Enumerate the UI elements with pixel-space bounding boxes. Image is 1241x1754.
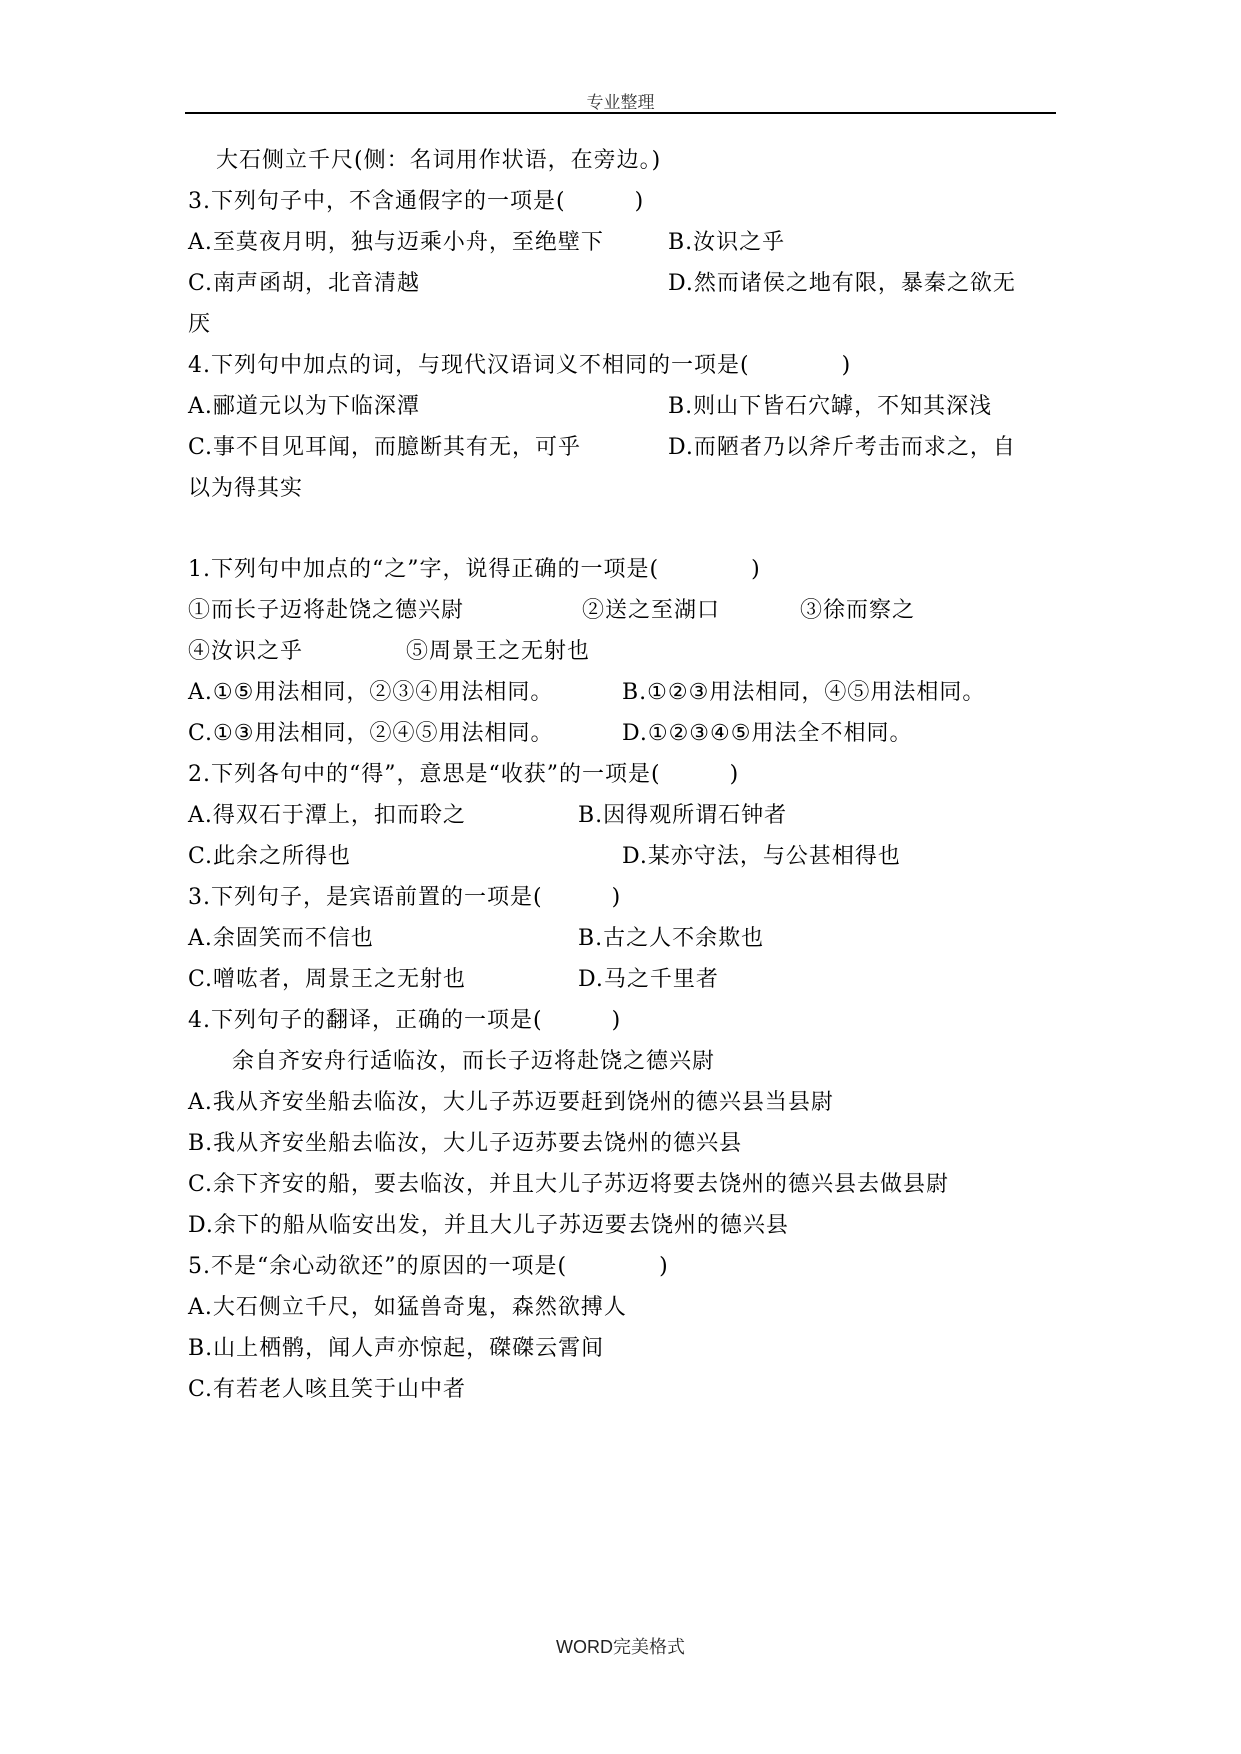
option-line: A.大石侧立千尺，如猛兽奇鬼，森然欲搏人 [188, 1295, 627, 1320]
text-line: 余自齐安舟行适临汝，而长子迈将赴饶之德兴尉 [232, 1049, 716, 1074]
option-line: C.①③用法相同，②④⑤用法相同。 [188, 721, 554, 746]
option-line: B.我从齐安坐船去临汝，大儿子迈苏要去饶州的德兴县 [188, 1131, 743, 1156]
option-line: ②送之至湖口 [582, 598, 721, 623]
option-line: B.古之人不余欺也 [578, 926, 765, 951]
text-line: 大石侧立千尺(侧：名词用作状语，在旁边。) [216, 148, 662, 173]
option-line: B.汝识之乎 [668, 230, 786, 255]
option-line: D.然而诸侯之地有限，暴秦之欲无 [668, 271, 1016, 296]
question-line: 3.下列句子，是宾语前置的一项是( ) [188, 885, 622, 910]
option-line: A.余固笑而不信也 [188, 926, 374, 951]
option-line: D.马之千里者 [578, 967, 719, 992]
option-line: B.因得观所谓石钟者 [578, 803, 788, 828]
option-line: C.有若老人咳且笑于山中者 [188, 1377, 467, 1402]
option-line: C.事不目见耳闻，而臆断其有无，可乎 [188, 435, 582, 460]
option-line: B.则山下皆石穴罅，不知其深浅 [668, 394, 993, 419]
question-line: 3.下列句子中，不含通假字的一项是( ) [188, 189, 645, 214]
option-line: C.噌吰者，周景王之无射也 [188, 967, 467, 992]
option-line: D.某亦守法，与公甚相得也 [622, 844, 901, 869]
option-line: B.①②③用法相同，④⑤用法相同。 [622, 680, 986, 705]
option-line: 厌 [188, 312, 212, 337]
option-line: A.①⑤用法相同，②③④用法相同。 [188, 680, 554, 705]
page-footer: WORD完美格式 [556, 1637, 685, 1657]
question-line: 5.不是“余心动欲还”的原因的一项是( ) [188, 1254, 669, 1279]
option-line: D.而陋者乃以斧斤考击而求之，自 [668, 435, 1016, 460]
option-line: ①而长子迈将赴饶之德兴尉 [188, 598, 465, 623]
header-divider [185, 112, 1056, 114]
option-line: C.余下齐安的船，要去临汝，并且大儿子苏迈将要去饶州的德兴县去做县尉 [188, 1172, 950, 1197]
option-line: 以为得其实 [188, 476, 304, 501]
question-line: 4.下列句子的翻译，正确的一项是( ) [188, 1008, 622, 1033]
option-line: D.①②③④⑤用法全不相同。 [622, 721, 913, 746]
option-line: C.南声函胡，北音清越 [188, 271, 421, 296]
option-line: A.得双石于潭上，扣而聆之 [188, 803, 466, 828]
option-line: ③徐而察之 [800, 598, 916, 623]
page-header: 专业整理 [586, 93, 655, 113]
option-line: D.余下的船从临安出发，并且大儿子苏迈要去饶州的德兴县 [188, 1213, 789, 1238]
option-line: A.我从齐安坐船去临汝，大儿子苏迈要赶到饶州的德兴县当县尉 [188, 1090, 834, 1115]
question-line: 4.下列句中加点的词，与现代汉语词义不相同的一项是( ) [188, 353, 852, 378]
question-line: 2.下列各句中的“得”，意思是“收获”的一项是( ) [188, 762, 740, 787]
option-line: A.郦道元以为下临深潭 [188, 394, 420, 419]
option-line: ⑤周景王之无射也 [406, 639, 591, 664]
option-line: ④汝识之乎 [188, 639, 304, 664]
option-line: A.至莫夜月明，独与迈乘小舟，至绝壁下 [188, 230, 604, 255]
option-line: B.山上栖鹘，闻人声亦惊起，磔磔云霄间 [188, 1336, 605, 1361]
option-line: C.此余之所得也 [188, 844, 352, 869]
question-line: 1.下列句中加点的“之”字，说得正确的一项是( ) [188, 557, 761, 582]
